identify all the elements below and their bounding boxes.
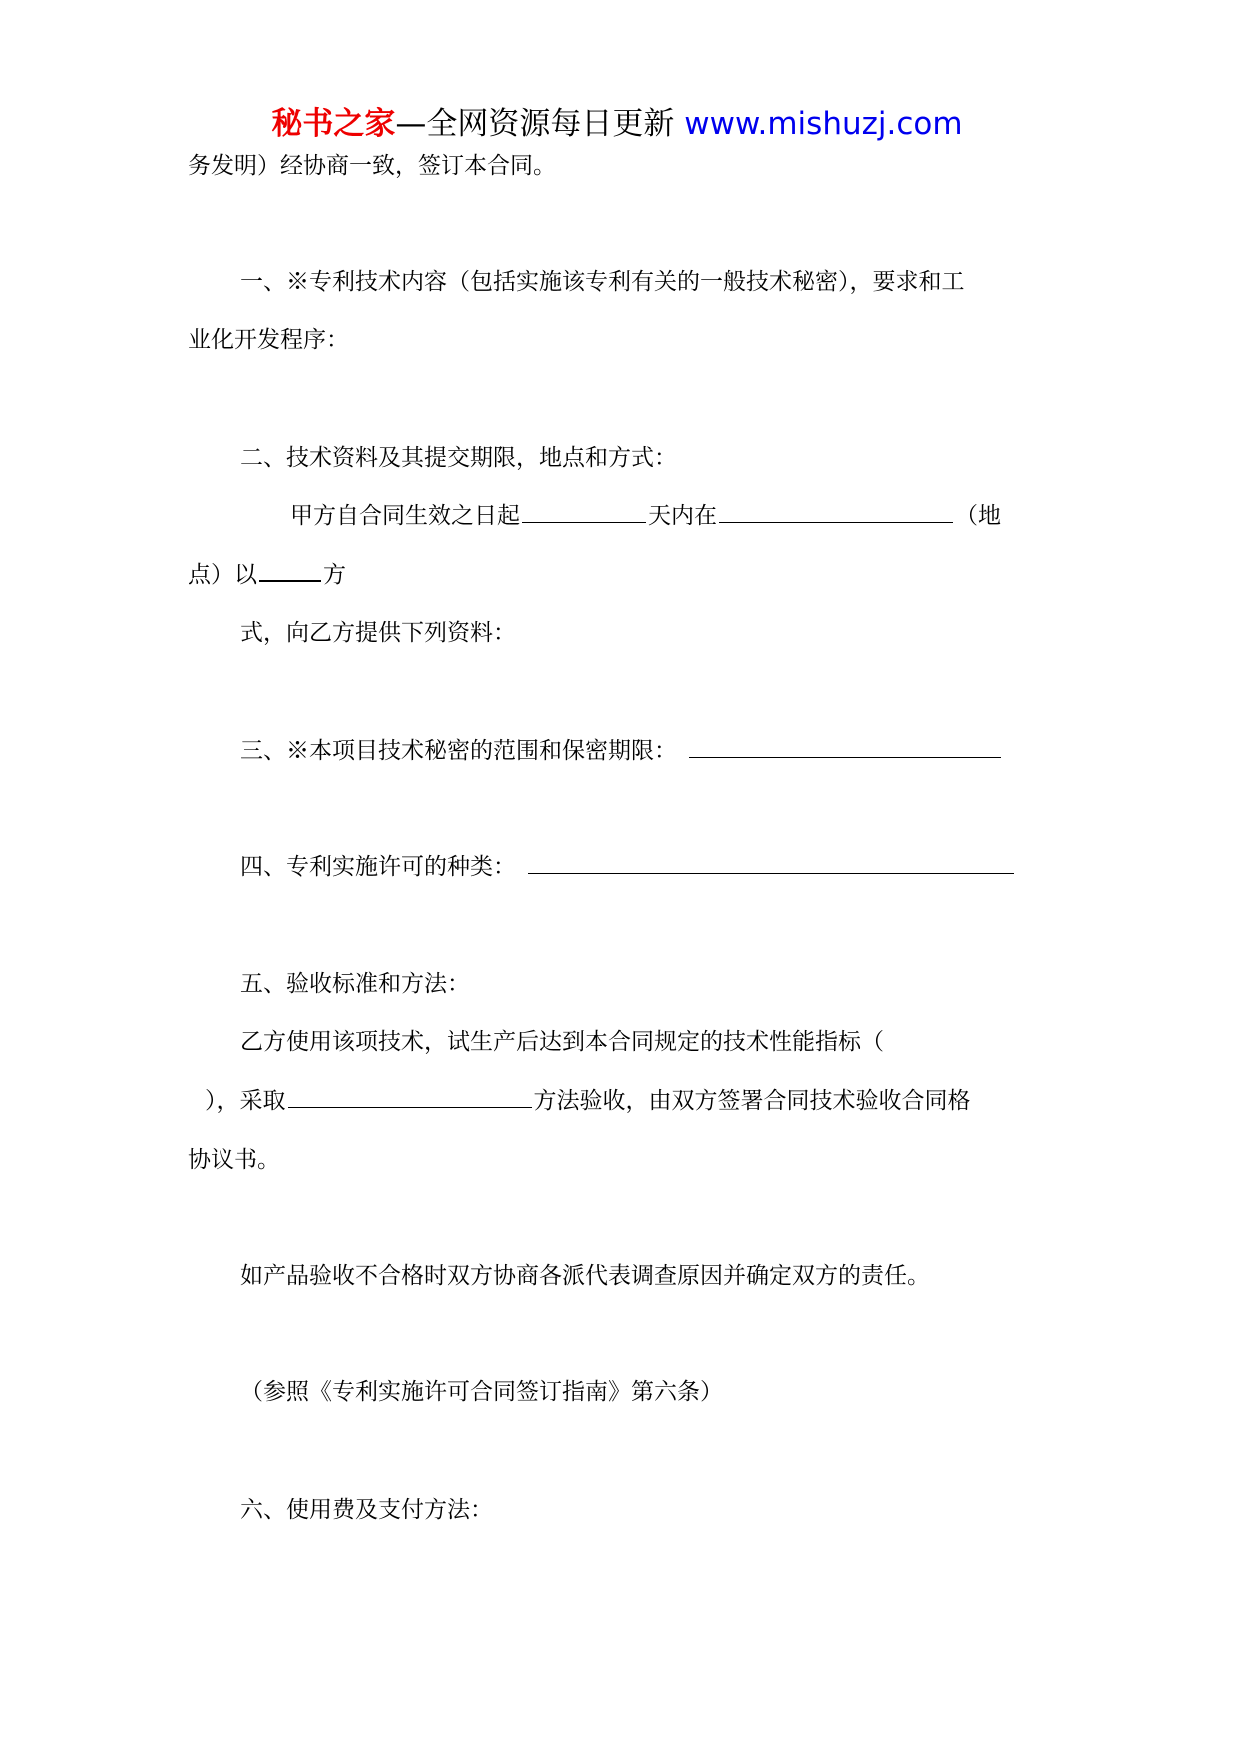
brand-name: 秘书之家 xyxy=(271,106,396,142)
secret-scope-blank xyxy=(689,735,1001,758)
delivery-start-text: 甲方自合同生效之日起 xyxy=(290,503,520,529)
header-slogan: —全网资源每日更新 xyxy=(395,106,675,142)
section-5-heading: 五、验收标准和方法： xyxy=(240,971,470,997)
acceptance-method-text: 方法验收，由双方签署合同技术验收合同格 xyxy=(533,1088,971,1114)
section-2-line-1 xyxy=(290,498,1001,534)
location-blank xyxy=(719,500,953,523)
section-4-heading: 四、专利实施许可的种类： xyxy=(240,854,516,880)
section-5-line-3: 协议书。 xyxy=(188,1147,280,1173)
license-type-blank xyxy=(528,851,1014,874)
intro-tail-text: 务发明）经协商一致，签订本合同。 xyxy=(188,153,556,179)
days-blank xyxy=(522,500,646,523)
section-3-line xyxy=(240,733,1003,769)
section-2-line-2 xyxy=(188,557,346,593)
section-3-heading: 三、※本项目技术秘密的范围和保密期限： xyxy=(240,738,677,764)
section-1-heading-cont: 业化开发程序： xyxy=(188,327,349,353)
section-5-line-2 xyxy=(205,1083,971,1119)
acceptance-method-blank xyxy=(288,1085,532,1108)
website-url[interactable]: www.mishuzj.com xyxy=(684,106,963,142)
delivery-method-text: 点）以 xyxy=(188,562,257,588)
section-5-reference: （参照《专利实施许可合同签订指南》第六条） xyxy=(240,1379,723,1405)
method-suffix-text: 方 xyxy=(323,562,346,588)
acceptance-adopt-text: ），采取 xyxy=(205,1088,286,1114)
days-within-text: 天内在 xyxy=(648,503,717,529)
section-1-heading: 一、※专利技术内容（包括实施该专利有关的一般技术秘密），要求和工 xyxy=(240,269,965,295)
section-5-line-4: 如产品验收不合格时双方协商各派代表调查原因并确定双方的责任。 xyxy=(240,1263,930,1289)
method-blank xyxy=(259,558,321,582)
section-5-line-1: 乙方使用该项技术，试生产后达到本合同规定的技术性能指标（ xyxy=(240,1029,884,1055)
site-header-banner xyxy=(0,100,1234,148)
section-6-heading: 六、使用费及支付方法： xyxy=(240,1497,493,1523)
location-suffix-text: （地 xyxy=(955,503,1001,529)
section-4-line xyxy=(240,849,1016,885)
section-2-heading: 二、技术资料及其提交期限，地点和方式： xyxy=(240,445,677,471)
section-2-line-3: 式，向乙方提供下列资料： xyxy=(240,620,516,646)
